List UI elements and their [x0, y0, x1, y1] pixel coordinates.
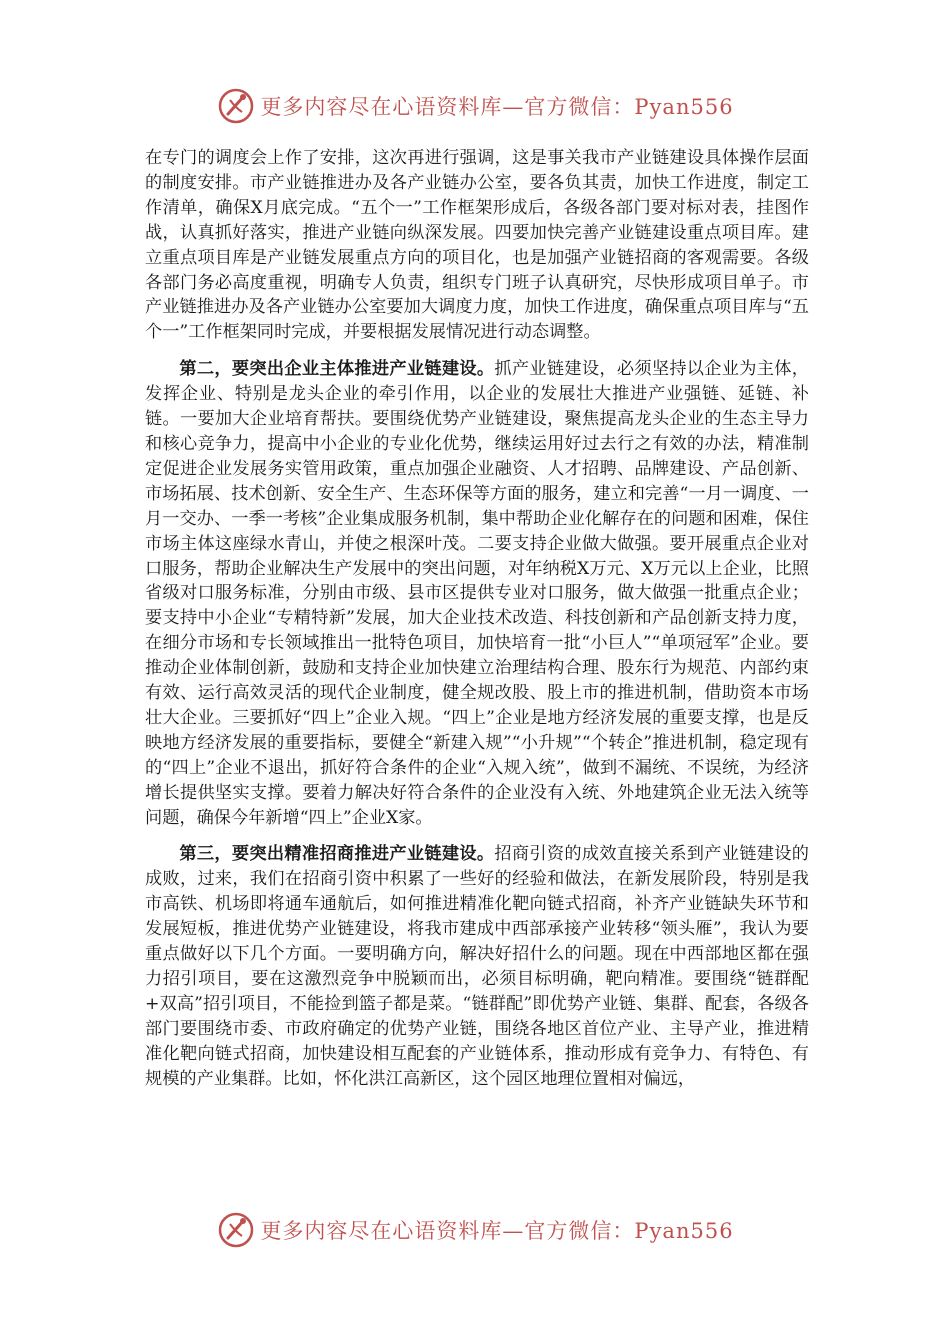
paragraph-2-heading: 第二，要突出企业主体推进产业链建设。 [179, 359, 495, 380]
paragraph-1-text: 在专门的调度会上作了安排，这次再进行强调，这是事关我市产业链建设具体操作层面的制度安排。市产业链推进办及各产业链办公室，要各负其责，加快工作进度，制定工作清单，确保X月底完成。“五个一”工作框架形成后，各级各部门要对标对表，挂图作战，认真抓好落实，推进产业链向纵深发展。四要加快完善产业链建设重点项目库。建立重点项目库是产业链发展重点方向的项目化，也是加强产业链招商的客观需要。各级各部门务必高度重视，明确专人负责，组织专门班子认真研究，尽快形成项目单子。市产业链推进办及各产业链办公室要加大调度力度，加快工作进度，确保重点项目库与“五个一”工作框架同时完成，并要根据发展情况进行动态调整。 [145, 148, 809, 343]
document-body [145, 146, 809, 1092]
logo-icon [216, 86, 256, 126]
header-banner [0, 84, 950, 128]
header-banner-text: 更多内容尽在心语资料库—官方微信：Pyan556 [260, 95, 734, 119]
logo-icon [216, 1210, 256, 1250]
footer-banner-text: 更多内容尽在心语资料库—官方微信：Pyan556 [260, 1219, 734, 1243]
paragraph-1 [145, 146, 809, 345]
paragraph-3-text: 招商引资的成效直接关系到产业链建设的成败，过来，我们在招商引资中积累了一些好的经验和做法，在新发展阶段，特别是我市高铁、机场即将通车通航后，如何推进精准化靶向链式招商，补齐产业链缺失环节和发展短板，推进优势产业链建设，将我市建成中西部承接产业转移“领头雁”，我认为要重点做好以下几个方面。一要明确方向，解决好招什么的问题。现在中西部地区都在强力招引项目，要在这激烈竞争中脱颖而出，必须目标明确，靶向精准。要围绕“链群配+双高”招引项目，不能捡到篮子都是菜。“链群配”即优势产业链、集群、配套，各级各部门要围绕市委、市政府确定的优势产业链，围绕各地区首位产业、主导产业，推进精准化靶向链式招商，加快建设相互配套的产业链体系，推动形成有竞争力、有特色、有规模的产业集群。比如，怀化洪江高新区，这个园区地理位置相对偏远， [145, 844, 809, 1089]
paragraph-2-text: 抓产业链建设，必须坚持以企业为主体，发挥企业、特别是龙头企业的牵引作用，以企业的发展壮大推进产业强链、延链、补链。一要加大企业培育帮扶。要围绕优势产业链建设，聚焦提高龙头企业的生态主导力和核心竞争力，提高中小企业的专业化优势，继续运用好过去行之有效的办法，精准制定促进企业发展务实管用政策，重点加强企业融资、人才招聘、品牌建设、产品创新、市场拓展、技术创新、安全生产、生态环保等方面的服务，建立和完善“一月一调度、一月一交办、一季一考核”企业集成服务机制，集中帮助企业化解存在的问题和困难，保住市场主体这座绿水青山，并使之根深叶茂。二要支持企业做大做强。要开展重点企业对口服务，帮助企业解决生产发展中的突出问题，对年纳税X万元、X万元以上企业，比照省级对口服务标准，分别由市级、县市区提供专业对口服务，做大做强一批重点企业；要支持中小企业“专精特新”发展，加大企业技术改造、科技创新和产品创新支持力度，在细分市场和专长领域推出一批特色项目，加快培育一批“小巨人”“单项冠军”企业。要推动企业体制创新，鼓励和支持企业加快建立治理结构合理、股东行为规范、内部约束有效、运行高效灵活的现代企业制度，健全规改股、股上市的推进机制，借助资本市场壮大企业。三要抓好“四上”企业入规。“四上”企业是地方经济发展的重要支撑，也是反映地方经济发展的重要指标，要健全“新建入规”“小升规”“个转企”推进机制，稳定现有的“四上”企业不退出，抓好符合条件的企业“入规入统”，做到不漏统、不误统，为经济增长提供坚实支撑。要着力解决好符合条件的企业没有入统、外地建筑企业无法入统等问题，确保今年新增“四上”企业X家。 [145, 359, 809, 828]
paragraph-2 [145, 357, 809, 830]
paragraph-3 [145, 842, 809, 1091]
paragraph-3-heading: 第三，要突出精准招商推进产业链建设。 [179, 844, 495, 865]
footer-banner [0, 1208, 950, 1252]
